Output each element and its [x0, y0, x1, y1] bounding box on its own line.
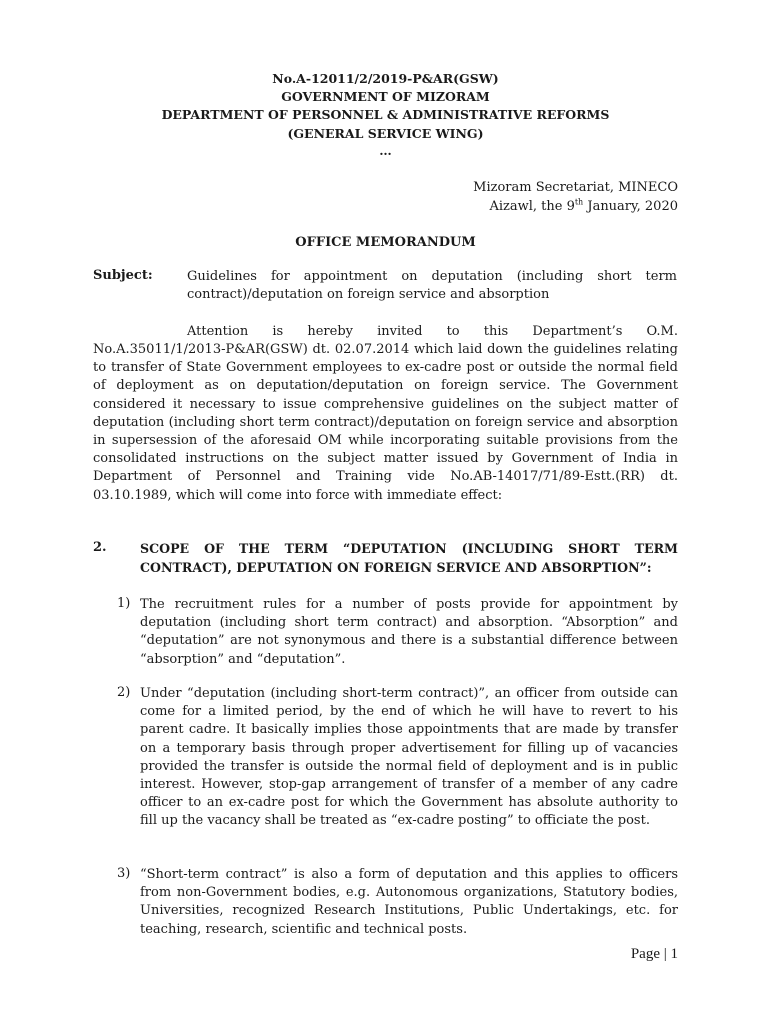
intro-paragraph: No.A.35011/1/2013-P&AR(GSW) dt. 02.07.2014 which laid down the guidelines relating to transfer of State Government employees to ex-cadre post or outside the normal field of deployment as on deputation/deputation on foreign service. The Government considered it necessary to issue comprehensive guidelines on the subject matter of deputation (including short term contract)/deputation on foreign service and absorption in supersession of the aforesaid OM while incorporating suitable provisions from the consolidated instructions on the subject matter issued by Government of India in Department of Personnel and Training vide No.AB-14017/71/89-Estt.(RR) dt. 03.10.1989, which will come into force with immediate effect:: [93, 342, 678, 503]
subject-label: Subject:: [93, 268, 153, 283]
page-number: Page | 1: [630, 946, 678, 962]
wing-name: (GENERAL SERVICE WING): [287, 126, 484, 141]
intro-first-line: Attention is hereby invited to this Department’s O.M.: [187, 324, 678, 339]
reference-number: No.A-12011/2/2019-P&AR(GSW): [272, 71, 499, 86]
government-name: GOVERNMENT OF MIZORAM: [281, 89, 490, 104]
date-line: Aizawl, the 9th January, 2020: [489, 197, 678, 214]
memo-title: OFFICE MEMORANDUM: [295, 235, 476, 250]
list-item: Under “deputation (including short-term contract)”, an officer from outside can come for a limited period, by the end of which he will have to revert to his parent cadre. It basically implies those appointments that are made by transfer on a temporary basis through proper advertisement for filling up of vacancies provided the transfer is outside the normal field of deployment and is in public interest. However, stop-gap arrangement of transfer of a member of any cadre officer to an ex-cadre post for which the Government has absolute authority to fill up the vacancy shall be treated as “ex-cadre posting” to officiate the post.: [140, 686, 678, 829]
list-item: The recruitment rules for a number of posts provide for appointment by deputation (including short term contract) and absorption. “Absorption” and “deputation” are not synonymous and there is a substantial difference between “absorption” and “deputation”.: [140, 597, 678, 667]
list-item-number: 3): [117, 866, 131, 881]
section-heading: SCOPE OF THE TERM “DEPUTATION (INCLUDING SHORT TERM CONTRACT), DEPUTATION ON FOREIGN SERVICE AND ABSORPTION”:: [140, 541, 678, 575]
list-item-number: 1): [117, 596, 131, 611]
subject-text: Guidelines for appointment on deputation (including short term contract)/deputation on foreign service and absorption: [187, 269, 677, 303]
list-item: “Short-term contract” is also a form of deputation and this applies to officers from non-Government bodies, e.g. Autonomous organizations, Statutory bodies, Universities, recognized Research Institutions, Public Undertakings, etc. for teaching, research, scientific and technical posts.: [140, 867, 678, 937]
header-ellipsis: …: [379, 143, 392, 158]
section-number: 2.: [93, 540, 107, 555]
place-line: Mizoram Secretariat, MINECO: [473, 180, 678, 195]
list-item-number: 2): [117, 685, 131, 700]
department-name: DEPARTMENT OF PERSONNEL & ADMINISTRATIVE REFORMS: [161, 107, 610, 122]
